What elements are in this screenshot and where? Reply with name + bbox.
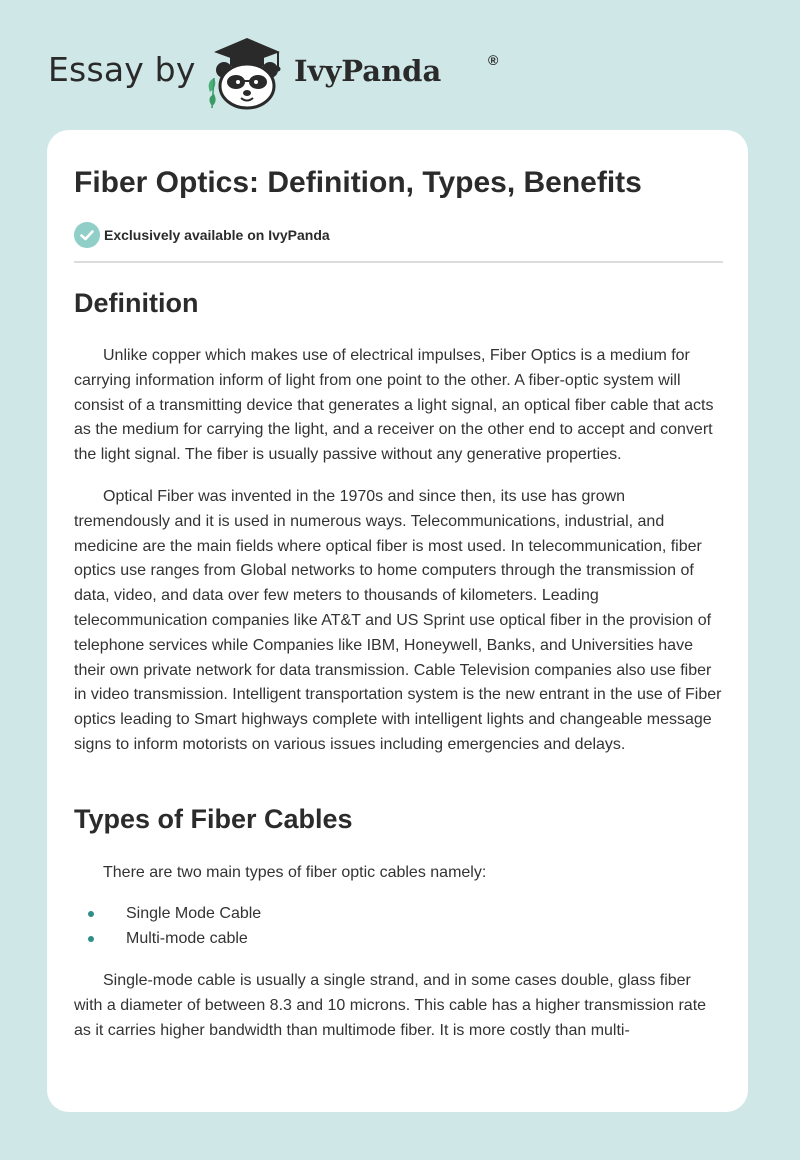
paragraph: Optical Fiber was invented in the 1970s and since then, its use has grown tremendously and it is used in numerous ways. Telecommunications, industrial, and medicine are the main fields where optical fiber is most used. In telecommunication, fiber optics use ranges from Global networks to home computers through the transmission of data, video, and data over few meters to thousands of kilometers. Leading telecommunication companies like AT&T and US Sprint use optical fiber in the provision of telephone services while Companies like IBM, Honeywell, Banks, and Universities have their own private network for data transmission. Cable Television companies also use fiber in video transmission. Intelligent transportation system is the new entrant in the use of Fiber optics leading to Smart highways complete with intelligent lights and changeable message signs to inform motorists on various issues including emergencies and delays.	[74, 488, 722, 753]
title-divider	[74, 261, 723, 263]
bullet-dot-icon	[88, 911, 94, 917]
check-circle-icon	[74, 222, 100, 248]
list-item-label: Single Mode Cable	[126, 905, 262, 922]
paragraph-intro: There are two main types of fiber optic cables namely:	[103, 864, 487, 881]
list-item	[74, 926, 723, 951]
essay-card	[47, 130, 748, 1112]
section-heading-definition: Definition	[74, 288, 199, 318]
bullet-list	[74, 901, 723, 951]
bullet-dot-icon	[88, 936, 94, 942]
brand-header	[48, 34, 548, 110]
paragraph: Single-mode cable is usually a single strand, and in some cases double, glass fiber with a diameter of between 8.3 and 10 microns. This cable has a higher transmission rate as it carries higher bandwidth than multimode fiber. It is more costly than multi-	[74, 972, 707, 1039]
list-item	[74, 901, 723, 926]
exclusive-badge	[74, 222, 474, 248]
brand-name: IvyPanda	[294, 54, 442, 88]
panda-logo-icon	[204, 34, 290, 110]
badge-text: Exclusively available on IvyPanda	[104, 227, 330, 243]
list-item-label: Multi-mode cable	[126, 930, 248, 947]
brand-prefix: Essay by	[48, 50, 196, 89]
registered-mark: ®	[488, 52, 499, 68]
page-title: Fiber Optics: Definition, Types, Benefits	[74, 166, 642, 199]
section-heading-types: Types of Fiber Cables	[74, 804, 353, 834]
paragraph: Unlike copper which makes use of electrical impulses, Fiber Optics is a medium for carrying information inform of light from one point to the other. A fiber-optic system will consist of a transmitting device that generates a light signal, an optical fiber cable that acts as the medium for carrying the light, and a receiver on the other end to accept and convert the light signal. The fiber is usually passive without any generative properties.	[74, 347, 714, 464]
